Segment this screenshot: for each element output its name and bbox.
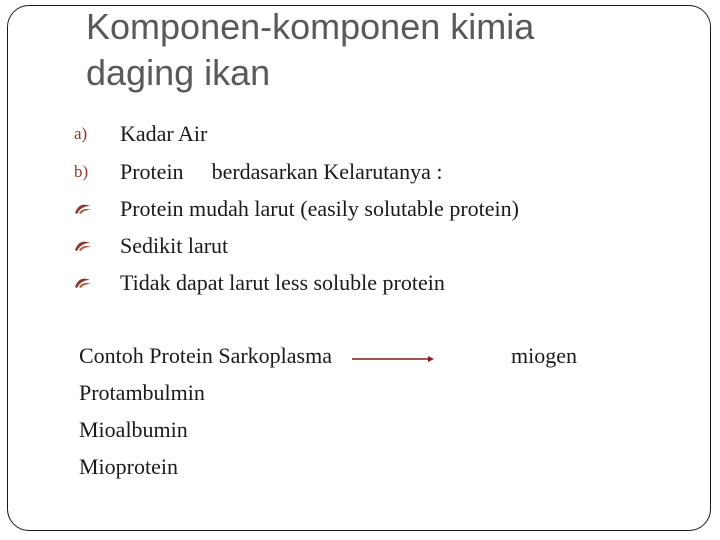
list-marker-b: b) bbox=[74, 162, 89, 181]
list-item-text-part-2: berdasarkan Kelarutanya : bbox=[211, 159, 443, 184]
list-item-text: Tidak dapat larut less soluble protein bbox=[120, 270, 445, 295]
example-line-4: Mioprotein bbox=[79, 454, 178, 479]
list-item-text: Kadar Air bbox=[120, 121, 208, 146]
example-line-2: Protambulmin bbox=[79, 380, 205, 405]
example-line-1: Contoh Protein Sarkoplasma bbox=[79, 343, 332, 368]
example-line-3: Mioalbumin bbox=[79, 417, 188, 442]
list-item-text-part-1: Protein bbox=[120, 159, 184, 184]
slide-title: Komponen-komponen kimia daging ikan bbox=[86, 6, 535, 93]
list-item-text: Sedikit larut bbox=[120, 233, 229, 258]
list-marker-a: a) bbox=[74, 124, 88, 143]
list-item-text bbox=[120, 157, 442, 187]
right-arrow-icon bbox=[350, 353, 436, 365]
list-item-text: Protein mudah larut (easily solutable protein) bbox=[120, 196, 519, 221]
example-target: miogen bbox=[511, 343, 577, 368]
